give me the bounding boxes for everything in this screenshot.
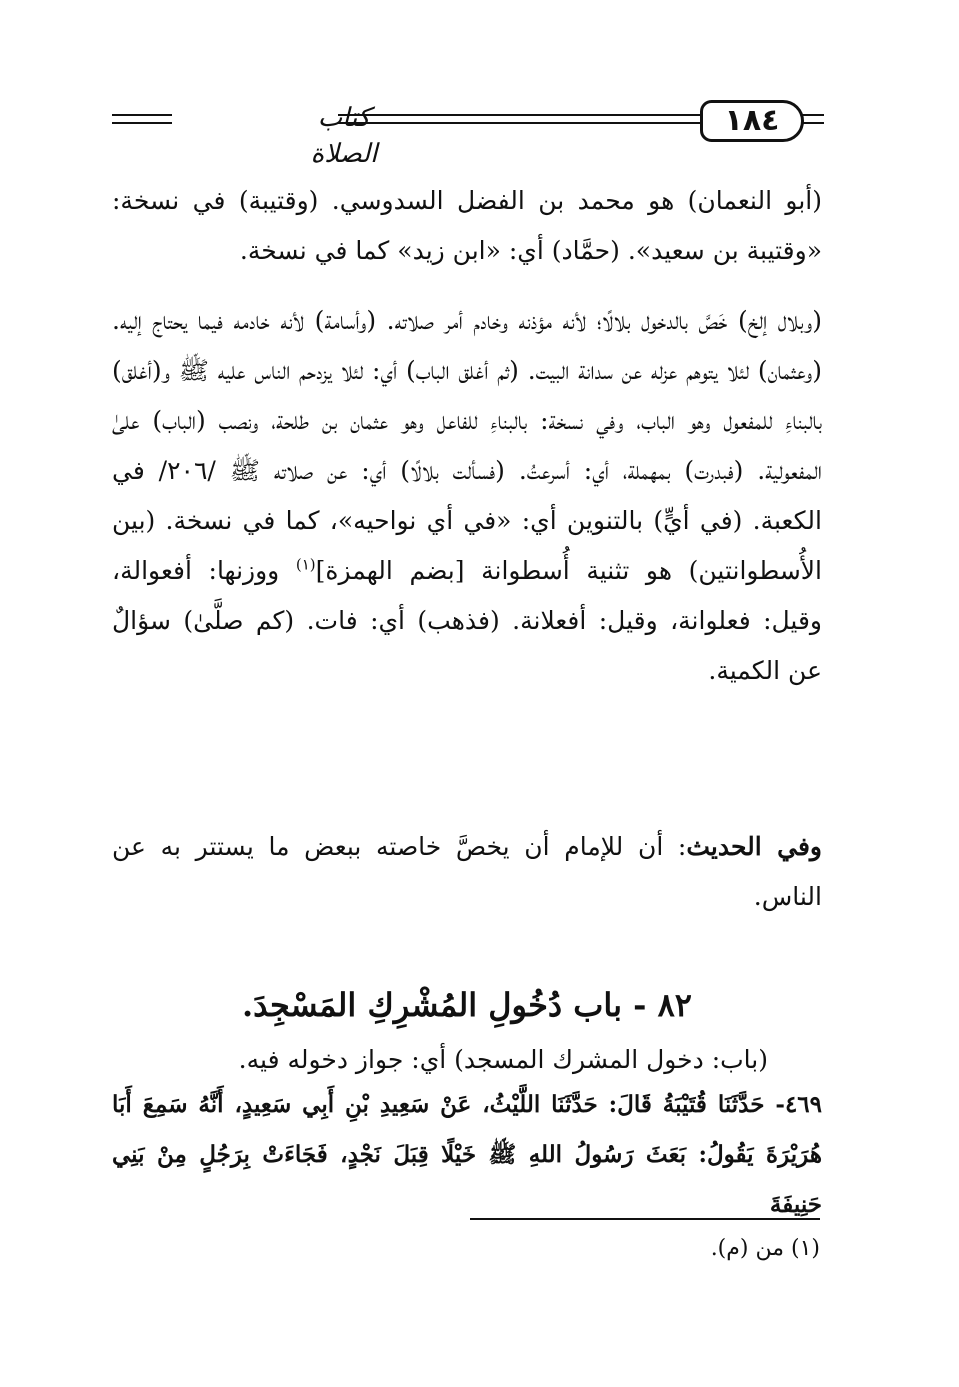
- paragraph-2-part-a: (وبلال إلخ) خَصَّ بالدخول بلالًا؛ لأنه مؤذنه وخادم أمر صلاته. (وأسامة) لأنه خادمه فيما يحتاج إليه. (وعثمان) لئلا يتوهم عزله عن سدانة البيت. (ثم أغلق الباب) أي: لئلا يزدحم الناس عليه ﷺ و(أغلق) بالبناءِ للمفعول وهو الباب، وفي نسخة: بالبناءِ للفاعل وهو عثمان بن طلحة، ونصب (الباب) علىٰ المفعولية. (فبدرت) بمهملة، أي: أسرعتُ. (فسألت بلالًا) أي: عن صلاته ﷺ /٢٠٦/ في الكعبة. (في أيٍّ) بالتنوين أي: «في أي نواحيه»، كما في نسخة. (بين الأُسطوانتين) هو تثنية أُسطوانة [بضم الهمزة]: [112, 306, 822, 585]
- header-rule-left-bottom: [112, 122, 172, 124]
- commentary-paragraph-2: [112, 296, 822, 696]
- chapter-heading: ٨٢ - باب دُخُولِ المُشْرِكِ المَسْجِدَ.: [242, 986, 692, 1024]
- paragraph-2-part-b: ووزنها: أفعوالة، وقيل: فعلوانة، وقيل: أفعلانة. (فذهب) أي: فات. (كم صلَّىٰ) سؤالٌ عن الكمية.: [112, 556, 822, 685]
- running-title: كتاب الصلاة: [310, 103, 378, 169]
- header-rule-mid-top: [338, 114, 700, 116]
- footnote-1: (١) من (م).: [710, 1236, 820, 1261]
- hadith-text: ٤٦٩- حَدَّثَنَا قُتَيْبَةُ قَالَ: حَدَّثَنَا اللَّيْثُ، عَنْ سَعِيدِ بْنِ أَبِي سَعِيدٍ، أَنَّهُ سَمِعَ أَبَا هُرَيْرَةَ يَقُولُ: بَعَثَ رَسُولُ اللهِ ﷺ خَيْلًا قِبَلَ نَجْدٍ، فَجَاءَتْ بِرَجُلٍ مِنْ بَنِي حَنِيفَةَ: [112, 1091, 822, 1218]
- paragraph-3-rest: : أن للإمام أن يخصَّ خاصته ببعض ما يستتر به عن الناس.: [112, 832, 822, 911]
- header-rule-right-top: [802, 114, 824, 116]
- header-rule-left-top: [112, 114, 172, 116]
- commentary-paragraph-3: [112, 822, 822, 922]
- page-header: [112, 96, 824, 169]
- footnote-marker: (١): [295, 555, 316, 574]
- paragraph-3-lead: وفي الحديث: [686, 832, 822, 861]
- page-number: ١٨٤: [700, 100, 804, 142]
- header-rule-mid-bottom: [338, 122, 700, 124]
- chapter-note: (باب: دخول المشرك المسجد) أي: جواز دخوله فيه.: [238, 1045, 768, 1074]
- header-rule-right-bottom: [802, 122, 824, 124]
- commentary-paragraph-1: (أبو النعمان) هو محمد بن الفضل السدوسي. (وقتيبة) في نسخة: «وقتيبة بن سعيد». (حمَّاد) أي: «ابن زيد» كما في نسخة.: [112, 186, 822, 265]
- footnote-separator: [470, 1218, 820, 1220]
